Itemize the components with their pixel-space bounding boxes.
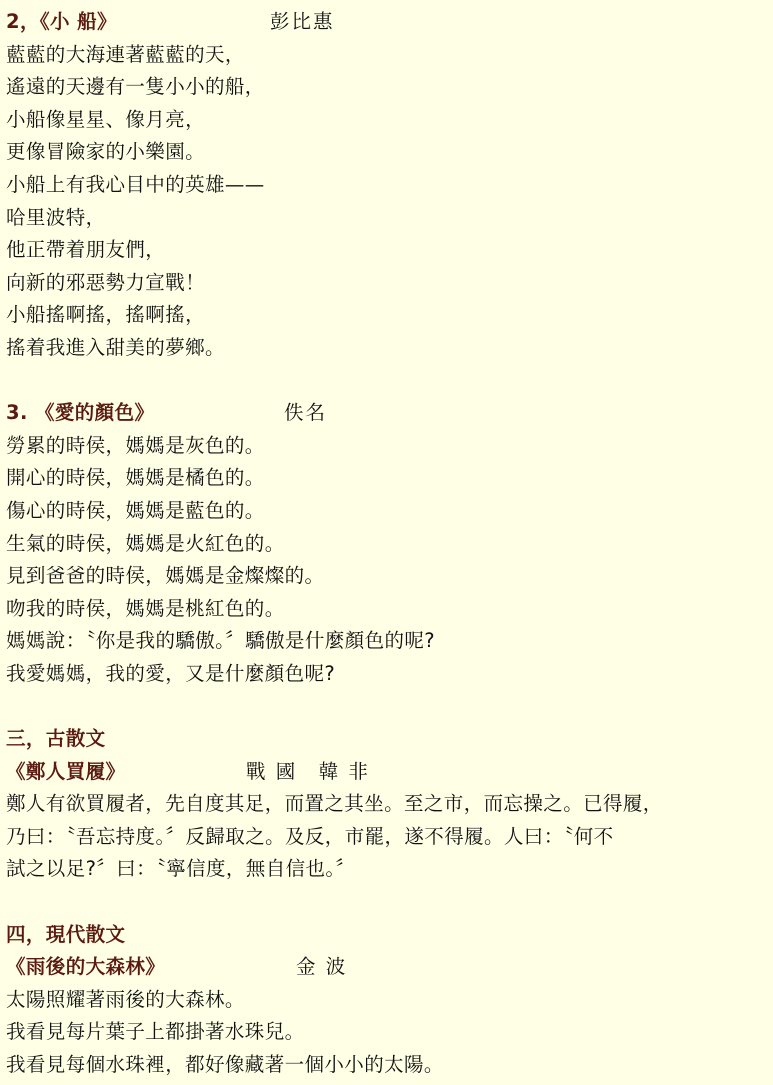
poem-small-boat [6,6,766,365]
poem-line: 生氣的時侯，媽媽是火紅色的。 [6,531,285,555]
poem-author: 佚名 [284,401,328,425]
poem-line: 小船上有我心目中的英雄—— [6,172,265,196]
poem-line: 向新的邪惡勢力宣戰！ [6,270,206,294]
prose-heading [6,756,766,789]
section-classical-prose [6,723,766,886]
poem-heading [6,397,766,430]
prose-title: 《雨後的大森林》 [6,955,166,979]
prose-author: 金 波 [296,955,348,979]
section-title: 四，現代散文 [6,922,126,946]
poem-line: 媽媽說：〝你是我的驕傲。〞驕傲是什麼顏色的呢? [6,629,436,653]
poem-heading [6,6,766,39]
poem-line: 更像冒險家的小樂園。 [6,140,206,164]
poem-line: 見到爸爸的時侯，媽媽是金燦燦的。 [6,564,325,588]
prose-line: 我看見每個水珠裡，都好像藏著一個小小的太陽。 [6,1053,444,1076]
poem-line: 勞累的時侯，媽媽是灰色的。 [6,433,265,457]
prose-line: 鄭人有欲買履者，先自度其足，而置之其坐。至之市，而忘操之。已得履， [6,792,663,816]
poem-line: 開心的時侯，媽媽是橘色的。 [6,466,265,490]
poem-line: 他正帶着朋友們， [6,238,166,262]
poem-line: 吻我的時侯，媽媽是桃紅色的。 [6,596,285,620]
prose-title: 《鄭人買履》 [6,759,126,783]
poem-line: 我愛媽媽，我的愛，又是什麼顏色呢? [6,661,336,685]
poem-line: 遙遠的天邊有一隻小小的船， [6,75,265,99]
spacer [6,365,766,398]
poem-line: 搖着我進入甜美的夢鄉。 [6,335,225,359]
prose-author: 戰 國 韓 非 [246,759,370,783]
prose-line: 乃曰：〝吾忘持度。〞反歸取之。及反，市罷，遂不得履。人曰：〝何不 [6,824,614,848]
poem-line: 哈里波特， [6,205,106,229]
prose-line: 我看見每片葉子上都掛著水珠兒。 [6,1020,305,1044]
section-title: 三，古散文 [6,727,106,751]
poem-line: 傷心的時侯，媽媽是藍色的。 [6,498,265,522]
spacer [6,886,766,919]
poem-line: 小船搖啊搖，搖啊搖， [6,303,206,327]
poem-title: 2，《小 船》 [6,10,117,33]
poem-line: 藍藍的大海連著藍藍的天， [6,42,245,66]
poem-line: 小船像星星、像月亮， [6,107,206,131]
document-page [6,6,766,1082]
poem-color-of-love [6,397,766,690]
spacer [6,690,766,723]
section-modern-prose [6,919,766,1082]
prose-heading [6,951,766,984]
poem-title: 3. 《愛的顏色》 [6,401,155,425]
prose-line: 太陽照耀著雨後的大森林。 [6,987,245,1011]
prose-line: 試之以足?〞曰：〝寧信度，無自信也。〞 [6,857,356,881]
poem-author: 彭比惠 [270,10,335,33]
